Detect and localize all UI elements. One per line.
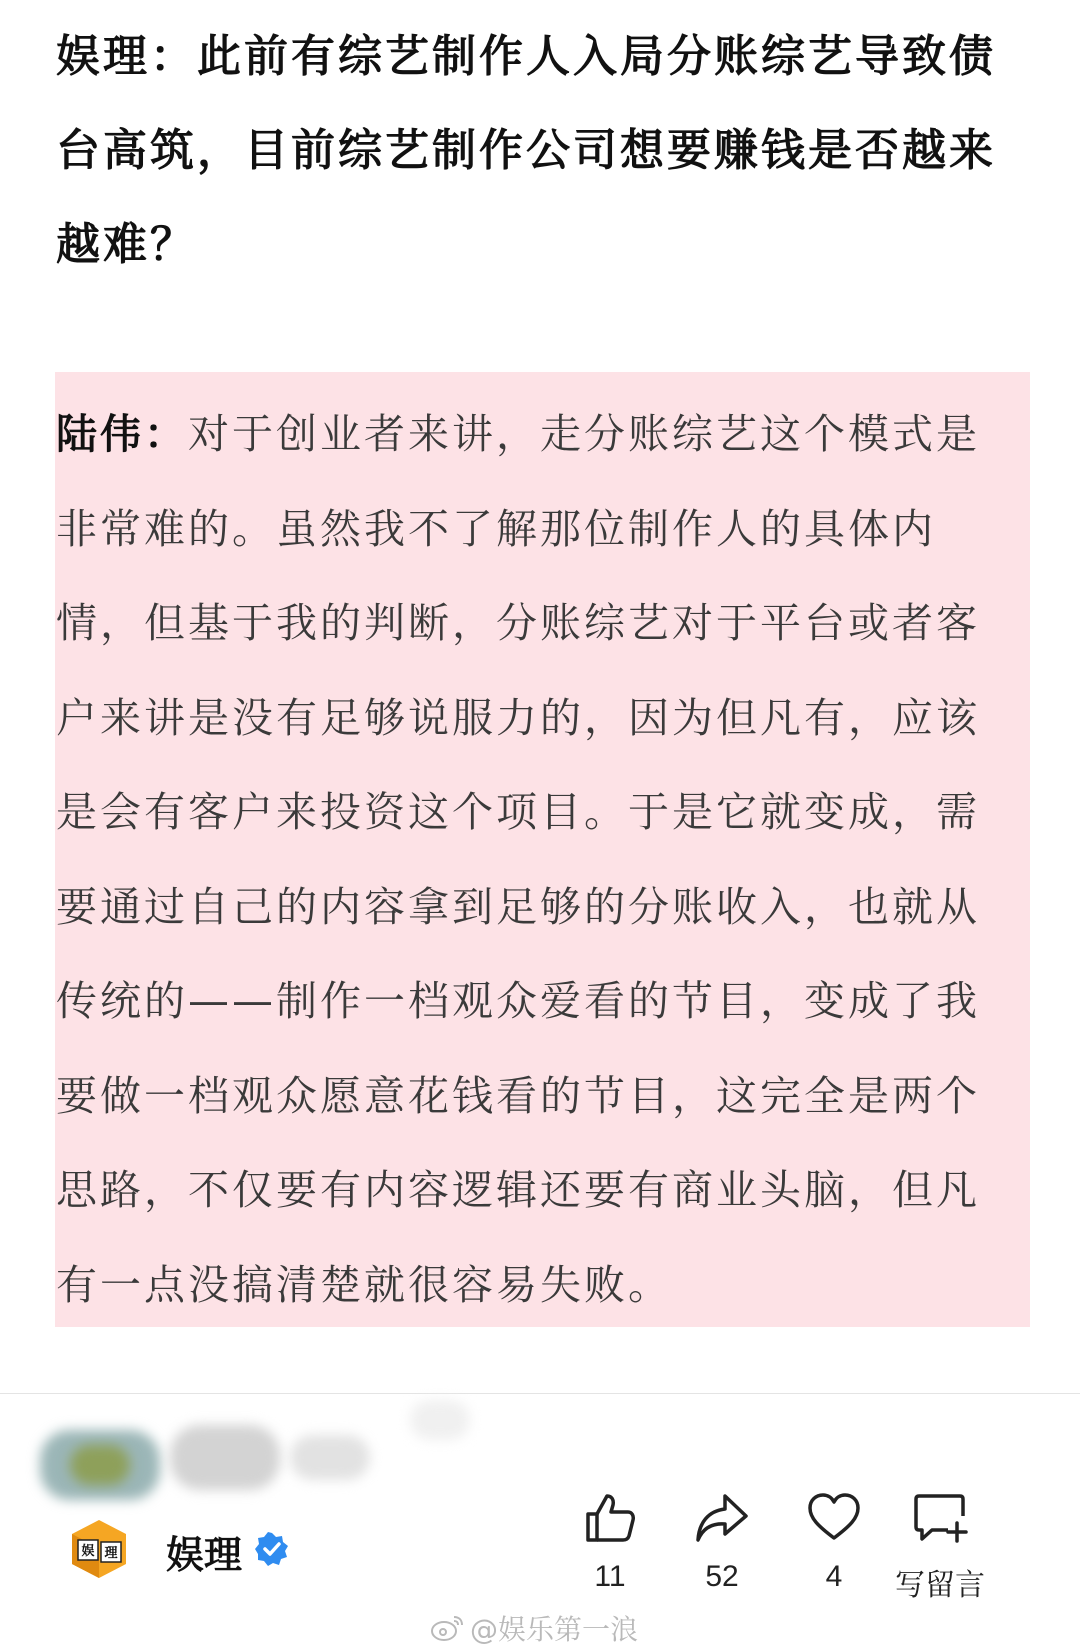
blurred-content (30, 1400, 500, 1510)
weibo-logo-icon (430, 1614, 464, 1642)
watermark-text: @娱乐第一浪 (470, 1613, 639, 1646)
logo-char-1: 娱 (81, 1544, 95, 1559)
comment-add-icon (912, 1490, 968, 1546)
share-count: 52 (705, 1560, 739, 1593)
verified-badge-icon (255, 1532, 289, 1566)
account-name[interactable]: 娱理 (166, 1533, 243, 1577)
answer-text: 对于创业者来讲，走分账综艺这个模式是非常难的。虽然我不了解那位制作人的具体内情，但基于我的判断，分账综艺对于平台或者客户来讲是没有足够说服力的，因为但凡有，应该是会有客户来投资这个项目。于是它就变成，需要通过自己的内容拿到足够的分账收入，也就从传统的——制作一档观众爱看的节目，变成了我要做一档观众愿意花钱看的节目，这完全是两个思路，不仅要有内容逻辑还要有商业头脑，但凡有一点没搞清楚就很容易失败。 (56, 410, 980, 1309)
thumbs-up-icon (582, 1490, 638, 1546)
like-button[interactable] (555, 1490, 665, 1594)
watermark (430, 1608, 638, 1648)
share-button[interactable] (667, 1490, 777, 1594)
favorite-count: 4 (825, 1560, 843, 1593)
logo-char-2: 理 (104, 1546, 118, 1561)
account-logo[interactable] (68, 1518, 130, 1580)
share-icon (694, 1490, 750, 1546)
write-comment-label: 写留言 (895, 1569, 985, 1602)
answer-paragraph (56, 387, 1021, 1332)
speaker-name: 陆伟： (56, 410, 188, 458)
question-text: 娱理：此前有综艺制作人入局分账综艺导致债台高筑，目前综艺制作公司想要赚钱是否越来越难？ (56, 31, 996, 270)
like-count: 11 (594, 1560, 626, 1593)
heart-icon (806, 1490, 862, 1546)
divider (0, 1393, 1080, 1394)
write-comment-button[interactable] (870, 1490, 1010, 1604)
